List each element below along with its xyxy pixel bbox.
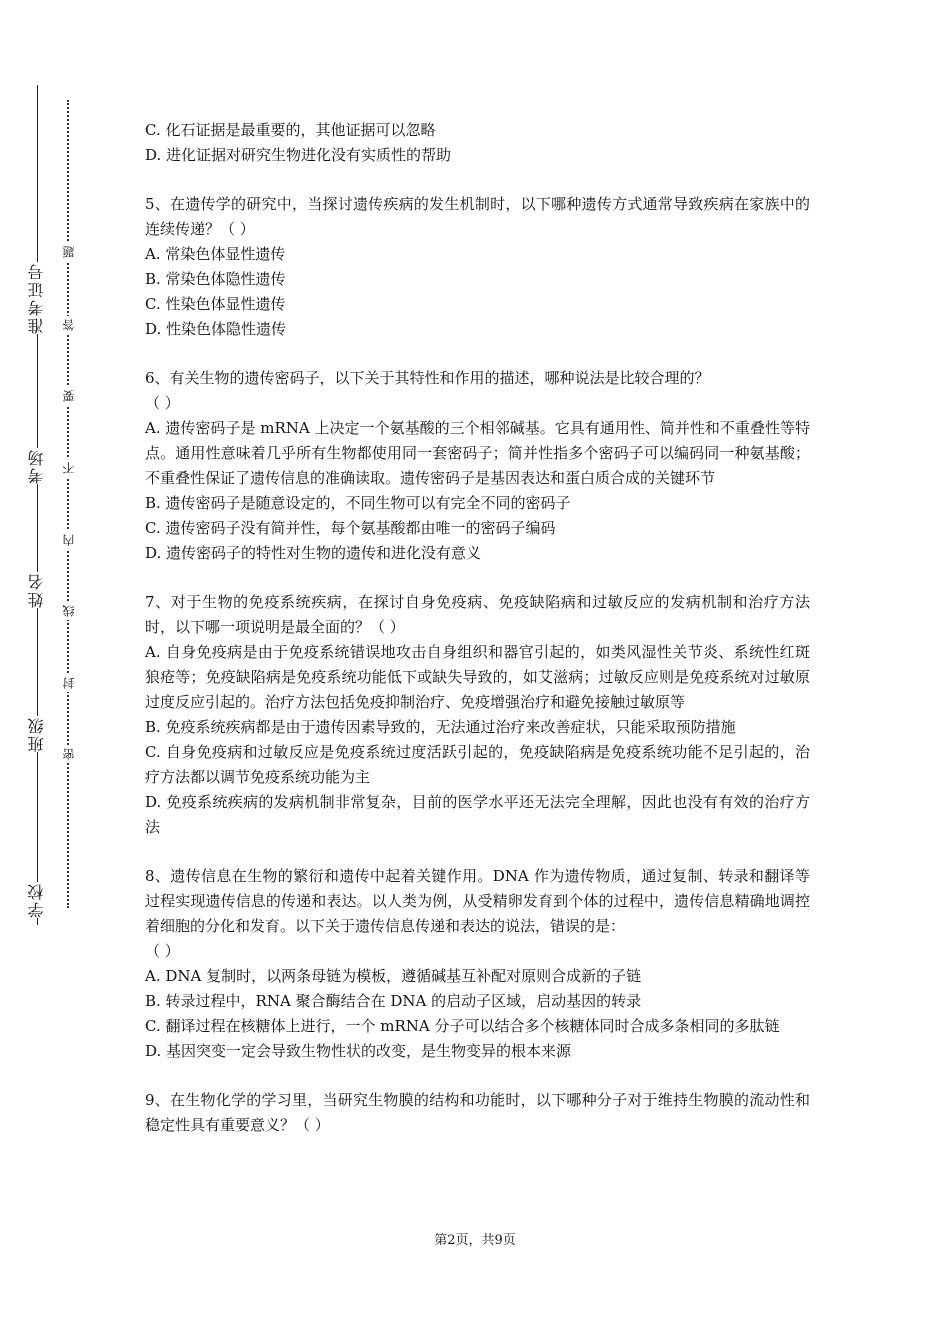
seal-char: 密 <box>60 745 76 763</box>
option-b: B. 免疫系统疾病都是由于遗传因素导致的，无法通过治疗来改善症状，只能采取预防措施 <box>145 718 736 736</box>
question-stem: 6、有关生物的遗传密码子，以下关于其特性和作用的描述，哪种说法是比较合理的？ <box>145 369 710 387</box>
seal-char: 封 <box>60 674 76 692</box>
school-label: 学校 <box>22 882 52 918</box>
answer-paren: （ ） <box>145 394 180 412</box>
option-b: B. 常染色体隐性遗传 <box>145 270 286 288</box>
question-7 <box>145 590 810 840</box>
option-c: C. 自身免疫病和过敏反应是免疫系统过度活跃引起的，免疫缺陷病是免疫系统功能不足引起的，治疗方法都以调节免疫系统功能为主 <box>145 743 810 786</box>
question-stem: 9、在生物化学的学习里，当研究生物膜的结构和功能时，以下哪种分子对于维持生物膜的流动性和稳定性具有重要意义？（ ） <box>145 1091 810 1134</box>
seal-char: 答 <box>60 316 76 334</box>
binding-margin <box>0 0 90 1344</box>
option-d: D. 基因突变一定会导致生物性状的改变，是生物变异的根本来源 <box>145 1042 572 1060</box>
option-d: D. 性染色体隐性遗传 <box>145 320 287 338</box>
seal-char: 不 <box>60 459 76 477</box>
question-9 <box>145 1088 810 1138</box>
binding-solid-line <box>37 85 38 925</box>
seal-char: 题 <box>60 243 76 261</box>
option-c: C. 遗传密码子没有简并性，每个氨基酸都由唯一的密码子编码 <box>145 519 556 537</box>
question-6 <box>145 366 810 566</box>
class-label: 班级 <box>22 716 52 752</box>
question-stem: 5、在遗传学的研究中，当探讨遗传疾病的发生机制时，以下哪种遗传方式通常导致疾病在家族中的连续传递？（ ） <box>145 195 810 238</box>
exam-room-label: 考场 <box>22 448 52 484</box>
option-c: C. 化石证据是最重要的，其他证据可以忽略 <box>145 121 436 139</box>
option-d: D. 免疫系统疾病的发病机制非常复杂，目前的医学水平还无法完全理解，因此也没有有效的治疗方法 <box>145 793 810 836</box>
page-number-footer: 第2页，共9页 <box>434 1233 516 1248</box>
option-c: C. 性染色体显性遗传 <box>145 295 286 313</box>
option-d: D. 进化证据对研究生物进化没有实质性的帮助 <box>145 146 452 164</box>
seal-dotted-line <box>67 100 69 908</box>
question-5 <box>145 192 810 342</box>
seal-char: 线 <box>60 602 76 620</box>
exam-number-label: 准考证号 <box>22 262 52 334</box>
seal-char: 内 <box>60 531 76 549</box>
answer-paren: （ ） <box>145 942 180 960</box>
seal-char: 要 <box>60 387 76 405</box>
question-8 <box>145 864 810 1064</box>
option-c: C. 翻译过程在核糖体上进行，一个 mRNA 分子可以结合多个核糖体同时合成多条相同的多肽链 <box>145 1017 780 1035</box>
question-stem: 7、对于生物的免疫系统疾病，在探讨自身免疫病、免疫缺陷病和过敏反应的发病机制和治疗方法时，以下哪一项说明是最全面的？（ ） <box>145 593 810 636</box>
option-a: A. DNA 复制时，以两条母链为模板，遵循碱基互补配对原则合成新的子链 <box>145 967 642 985</box>
option-a: A. 自身免疫病是由于免疫系统错误地攻击自身组织和器官引起的，如类风湿性关节炎、系统性红斑狼疮等；免疫缺陷病是免疫系统功能低下或缺失导致的，如艾滋病；过敏反应则是免疫系统对过敏原过度反应引起的。治疗方法包括免疫抑制治疗、免疫增强治疗和避免接触过敏原等 <box>145 643 810 711</box>
option-d: D. 遗传密码子的特性对生物的遗传和进化没有意义 <box>145 544 482 562</box>
name-label: 姓名 <box>22 572 52 608</box>
option-b: B. 转录过程中，RNA 聚合酶结合在 DNA 的启动子区域，启动基因的转录 <box>145 992 642 1010</box>
question-content <box>145 118 810 1138</box>
option-a: A. 常染色体显性遗传 <box>145 245 286 263</box>
question-stem: 8、遗传信息在生物的繁衍和遗传中起着关键作用。DNA 作为遗传物质，通过复制、转录和翻译等过程实现遗传信息的传递和表达。以人类为例，从受精卵发育到个体的过程中，遗传信息精确地调控着细胞的分化和发育。以下关于遗传信息传递和表达的说法，错误的是： <box>145 867 810 935</box>
option-b: B. 遗传密码子是随意设定的，不同生物可以有完全不同的密码子 <box>145 494 571 512</box>
option-a: A. 遗传密码子是 mRNA 上决定一个氨基酸的三个相邻碱基。它具有通用性、简并性和不重叠性等特点。通用性意味着几乎所有生物都使用同一套密码子；简并性指多个密码子可以编码同一种氨基酸；不重叠性保证了遗传信息的准确读取。遗传密码子是基因表达和蛋白质合成的关键环节 <box>145 419 810 487</box>
